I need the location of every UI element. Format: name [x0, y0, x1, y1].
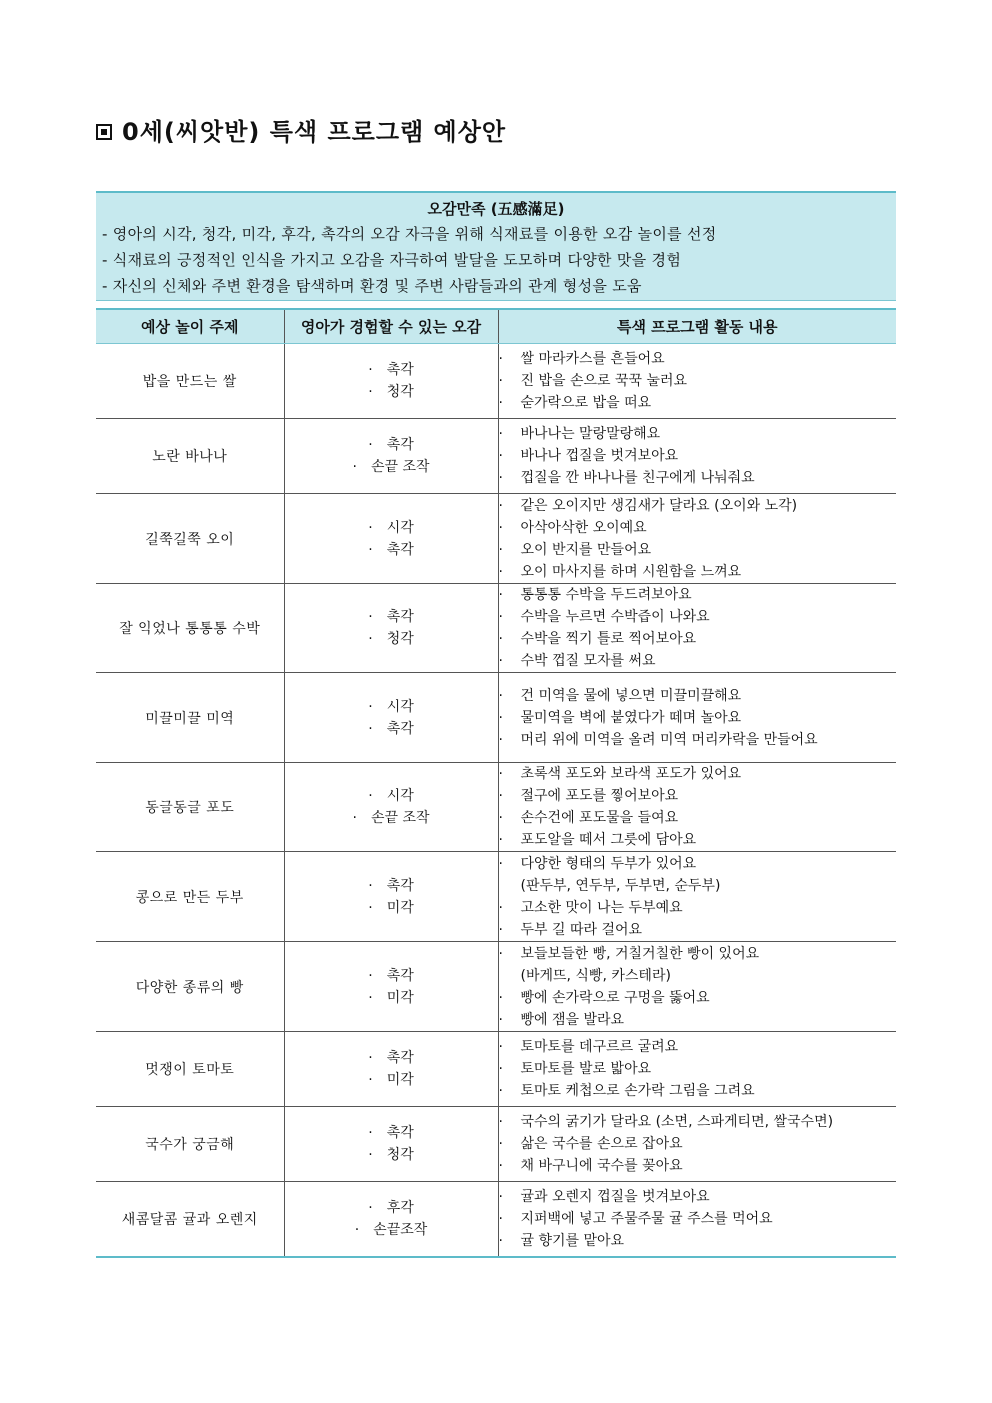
activity-item: · 귤 향기를 맡아요 [499, 1230, 897, 1252]
senses-cell [284, 763, 498, 852]
intro-title: 오감만족 (五感滿足) [427, 200, 565, 218]
senses-cell [284, 1032, 498, 1107]
theme-cell: 미끌미끌 미역 [96, 673, 284, 763]
intro-line: - 영아의 시각, 청각, 미각, 후각, 촉각의 오감 자극을 위해 식재료를 이용한 오감 놀이를 선정 [102, 225, 717, 243]
activity-item: · 수박을 누르면 수박즙이 나와요 [499, 606, 897, 628]
senses-cell [284, 494, 498, 584]
activity-item: · 채 바구니에 국수를 꽂아요 [499, 1155, 897, 1177]
activity-item: · 지퍼백에 넣고 주물주물 귤 주스를 먹어요 [499, 1208, 897, 1230]
activity-item: · 토마토를 발로 밟아요 [499, 1058, 897, 1080]
theme-cell: 콩으로 만든 두부 [96, 852, 284, 942]
activities-cell [498, 673, 896, 763]
intro-line: - 자신의 신체와 주변 환경을 탐색하며 환경 및 주변 사람들과의 관계 형성을 도움 [102, 277, 642, 295]
senses-cell [284, 419, 498, 494]
sense-item: · 청각 [285, 381, 498, 403]
activities-cell [498, 344, 896, 419]
activity-item: · 수박 껍질 모자를 써요 [499, 650, 897, 672]
senses-cell [284, 942, 498, 1032]
table-row [96, 1032, 896, 1107]
activity-item: (바게뜨, 식빵, 카스테라) [520, 967, 671, 984]
theme-cell: 잘 익었나 통통통 수박 [96, 584, 284, 673]
sense-item: · 미각 [285, 987, 498, 1009]
activity-item: · 숟가락으로 밥을 떠요 [499, 392, 897, 414]
sense-item: · 촉각 [285, 1122, 498, 1144]
page-title [96, 112, 506, 147]
sense-item: · 후각 [285, 1197, 498, 1219]
sense-item: · 촉각 [285, 606, 498, 628]
sense-item: · 촉각 [285, 539, 498, 561]
table-row [96, 584, 896, 673]
header-activities: 특색 프로그램 활동 내용 [498, 309, 896, 344]
sense-item: · 청각 [285, 1144, 498, 1166]
theme-cell: 노란 바나나 [96, 419, 284, 494]
header-senses: 영아가 경험할 수 있는 오감 [284, 309, 498, 344]
activities-cell [498, 1032, 896, 1107]
table-row [96, 852, 896, 942]
sense-item: · 시각 [285, 517, 498, 539]
theme-cell: 길쭉길쭉 오이 [96, 494, 284, 584]
activity-item: · 손수건에 포도물을 들여요 [499, 807, 897, 829]
theme-cell: 국수가 궁금해 [96, 1107, 284, 1182]
table-row [96, 763, 896, 852]
activity-item: · 머리 위에 미역을 올려 미역 머리카락을 만들어요 [499, 729, 897, 751]
intro-line: - 식재료의 긍정적인 인식을 가지고 오감을 자극하여 발달을 도모하며 다양한 맛을 경험 [102, 251, 682, 269]
theme-cell: 밥을 만드는 쌀 [96, 344, 284, 419]
activity-item: · 쌀 마라카스를 흔들어요 [499, 348, 897, 370]
activity-item: · 토마토를 데구르르 굴려요 [499, 1036, 897, 1058]
table-row [96, 1182, 896, 1257]
program-table [96, 308, 896, 1258]
activity-item: · 귤과 오렌지 껍질을 벗겨보아요 [499, 1186, 897, 1208]
activity-item: · 국수의 굵기가 달라요 (소면, 스파게티면, 쌀국수면) [499, 1111, 897, 1133]
sense-item: · 촉각 [285, 359, 498, 381]
activity-item: · 껍질을 깐 바나나를 친구에게 나눠줘요 [499, 467, 897, 489]
activity-item: · 고소한 맛이 나는 두부예요 [499, 897, 897, 919]
activities-cell [498, 584, 896, 673]
sense-item: · 청각 [285, 628, 498, 650]
theme-cell: 멋쟁이 토마토 [96, 1032, 284, 1107]
activity-item: · 건 미역을 물에 넣으면 미끌미끌해요 [499, 685, 897, 707]
senses-cell [284, 344, 498, 419]
senses-cell [284, 584, 498, 673]
activity-item: (판두부, 연두부, 두부면, 순두부) [520, 877, 721, 894]
activity-item: · 오이 반지를 만들어요 [499, 539, 897, 561]
activity-item: · 통통통 수박을 두드려보아요 [499, 584, 897, 606]
header-theme: 예상 놀이 주제 [96, 309, 284, 344]
activity-item: · 바나나 껍질을 벗겨보아요 [499, 445, 897, 467]
activities-cell [498, 942, 896, 1032]
sense-item: · 손끝조작 [285, 1219, 498, 1241]
activities-cell [498, 419, 896, 494]
sense-item: · 손끝 조작 [285, 456, 498, 478]
sense-item: · 미각 [285, 1069, 498, 1091]
activity-item: · 삶은 국수를 손으로 잡아요 [499, 1133, 897, 1155]
activity-item: · 다양한 형태의 두부가 있어요 [499, 853, 897, 875]
sense-item: · 미각 [285, 897, 498, 919]
table-row [96, 419, 896, 494]
activities-cell [498, 1107, 896, 1182]
sense-item: · 촉각 [285, 875, 498, 897]
activity-item: · 바나나는 말랑말랑해요 [499, 423, 897, 445]
sense-item: · 촉각 [285, 1047, 498, 1069]
sense-item: · 촉각 [285, 965, 498, 987]
senses-cell [284, 1182, 498, 1257]
sense-item: · 손끝 조작 [285, 807, 498, 829]
activities-cell [498, 852, 896, 942]
activity-item: · 진 밥을 손으로 꾹꾹 눌러요 [499, 370, 897, 392]
page-title-text: 0세(씨앗반) 특색 프로그램 예상안 [122, 118, 507, 146]
activities-cell [498, 1182, 896, 1257]
activity-item: · 두부 길 따라 걸어요 [499, 919, 897, 941]
activity-item: · 아삭아삭한 오이예요 [499, 517, 897, 539]
theme-cell: 다양한 종류의 빵 [96, 942, 284, 1032]
table-row [96, 673, 896, 763]
table-row [96, 1107, 896, 1182]
senses-cell [284, 1107, 498, 1182]
table-row [96, 942, 896, 1032]
activity-item: · 빵에 잼을 발라요 [499, 1009, 897, 1031]
activity-item: · 수박을 찍기 틀로 찍어보아요 [499, 628, 897, 650]
activities-cell [498, 494, 896, 584]
activity-item: · 절구에 포도를 찧어보아요 [499, 785, 897, 807]
activity-item: · 오이 마사지를 하며 시원함을 느껴요 [499, 561, 897, 583]
senses-cell [284, 852, 498, 942]
table-row [96, 494, 896, 584]
activities-cell [498, 763, 896, 852]
activity-item: · 보들보들한 빵, 거칠거칠한 빵이 있어요 [499, 943, 897, 965]
theme-cell: 동글동글 포도 [96, 763, 284, 852]
activity-item: · 토마토 케첩으로 손가락 그림을 그려요 [499, 1080, 897, 1102]
activity-item: · 물미역을 벽에 붙였다가 떼며 놀아요 [499, 707, 897, 729]
activity-item: · 빵에 손가락으로 구멍을 뚫어요 [499, 987, 897, 1009]
theme-cell: 새콤달콤 귤과 오렌지 [96, 1182, 284, 1257]
sense-item: · 시각 [285, 785, 498, 807]
square-bullet-icon [96, 124, 112, 140]
senses-cell [284, 673, 498, 763]
activity-item: · 초록색 포도와 보라색 포도가 있어요 [499, 763, 897, 785]
activity-item: · 포도알을 떼서 그릇에 담아요 [499, 829, 897, 851]
sense-item: · 촉각 [285, 434, 498, 456]
sense-item: · 시각 [285, 696, 498, 718]
intro-box [96, 191, 896, 301]
activity-item: · 같은 오이지만 생김새가 달라요 (오이와 노각) [499, 495, 897, 517]
table-header-row [96, 309, 896, 344]
sense-item: · 촉각 [285, 718, 498, 740]
table-row [96, 344, 896, 419]
